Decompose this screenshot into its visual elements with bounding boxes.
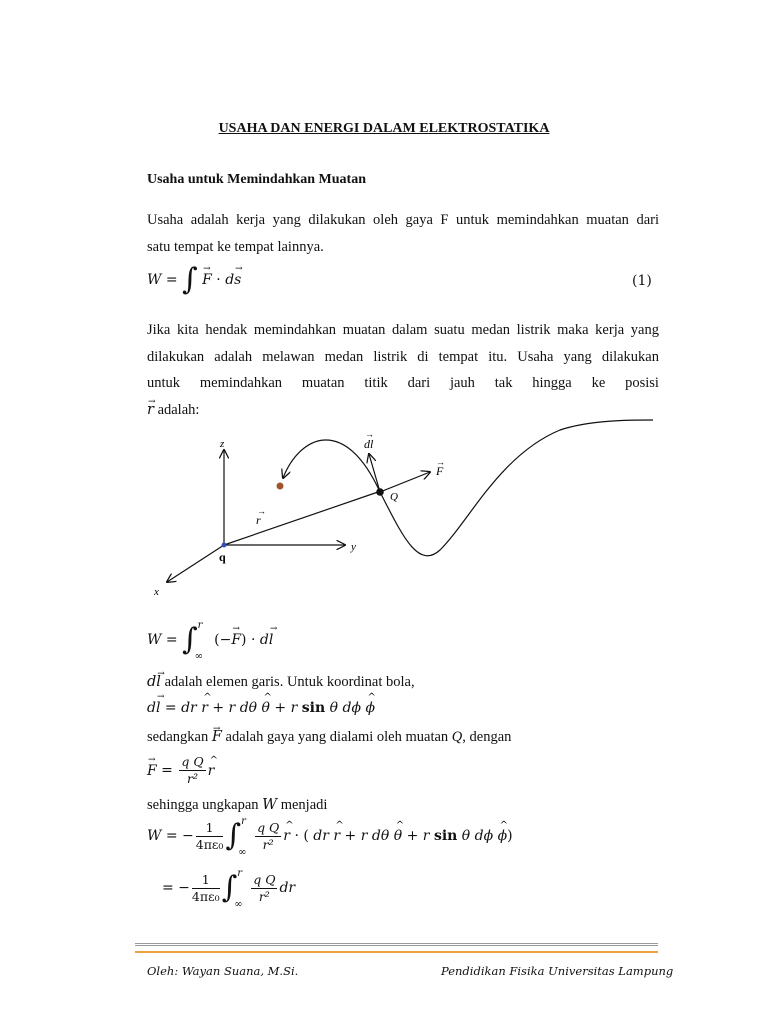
paragraph-definition	[147, 207, 659, 260]
integral-sign: ∫	[221, 870, 238, 905]
fraction-numerator: q Q	[253, 871, 276, 887]
charge-Q-dot	[376, 488, 384, 496]
fraction-denominator: 4πε₀	[195, 836, 224, 852]
equation-3: d→ l = dr ^ r + r dθ ^ θ + r sin θ dϕ ^ ϕ	[147, 700, 375, 716]
upper-limit: r	[197, 620, 203, 631]
word: hingga	[532, 375, 572, 391]
lower-limit: ∞	[238, 847, 247, 858]
word: dari	[407, 375, 431, 391]
eq1-lhs: W =	[147, 272, 183, 288]
eq1-integrand: → F	[202, 272, 212, 288]
word: jauh	[449, 375, 475, 391]
footer-institution: Pendidikan Fisika Universitas Lampung	[441, 964, 674, 978]
eq6-tail: dr	[279, 880, 296, 896]
paragraph-text: adalah:	[153, 401, 200, 418]
force-description-text: adalah gaya yang dialami oleh muatan	[221, 729, 452, 745]
force-symbol: → F	[212, 724, 222, 751]
footer-author: Oleh: Wayan Suana, M.Si.	[147, 964, 299, 978]
equation-2: W = ∫ r ∞ (−→ F) · d→ l	[147, 622, 273, 658]
r-vector	[224, 492, 378, 545]
section-heading: Usaha untuk Memindahkan Muatan	[147, 172, 367, 187]
word: ke	[591, 375, 606, 391]
dl-description-text: adalah elemen garis. Untuk koordinat bola,	[160, 674, 415, 690]
upper-limit: r	[237, 868, 242, 879]
x-axis	[167, 545, 224, 582]
force-description-text: , dengan	[462, 729, 512, 745]
integral-sign: ∫	[225, 818, 242, 853]
paragraph-line: satu tempat ke tempat lainnya.	[147, 238, 324, 255]
footer-accent-line	[135, 951, 658, 953]
fraction-denominator: r²	[186, 771, 198, 786]
origin-charge-q	[222, 543, 227, 548]
equation-5: W = − $\frac{1}{\text{4πε₀}}$ ∫ r ∞ $\frac{\text{q Q}}{\text{r²}}$ ^ r · ( dr ^ r + r dθ ^ θ + r sin θ dϕ ^ ϕ)	[147, 818, 513, 854]
fraction-numerator: q Q	[257, 819, 280, 835]
r-vector-label: r	[256, 513, 261, 527]
paragraph-line: dilakukan adalah melawan medan listrik di tempat itu. Usaha yang dilakukan	[147, 348, 659, 365]
paragraph-work	[147, 317, 659, 423]
r-vector-arrow-icon: →	[257, 506, 266, 516]
eq6-lhs: = −	[162, 880, 190, 896]
dl-description: d→ l adalah elemen garis. Untuk koordinat bola,	[147, 669, 659, 696]
W-description-text: menjadi	[277, 797, 328, 813]
W-description-text: sehingga ungkapan	[147, 797, 263, 813]
force-description-text: sedangkan	[147, 729, 212, 745]
eq2-lhs: W =	[147, 632, 183, 648]
upper-limit: r	[241, 816, 246, 827]
path-curve	[380, 420, 653, 556]
y-axis-label: y	[351, 541, 356, 553]
force-vector	[380, 472, 430, 492]
integral-sign: ∫	[182, 262, 198, 297]
footer-divider	[135, 943, 658, 946]
W-symbol: W	[262, 797, 278, 813]
word: memindahkan	[199, 375, 283, 391]
force-label: F	[436, 464, 444, 478]
word: tak	[494, 375, 513, 391]
paragraph-line: Usaha adalah kerja yang dilakukan oleh gaya F untuk memindahkan muatan dari	[147, 212, 659, 228]
W-description	[147, 792, 659, 819]
equation-6	[162, 868, 296, 910]
charge-Q-label: Q	[390, 491, 398, 503]
lower-limit: ∞	[234, 899, 243, 910]
work-diagram	[140, 410, 670, 605]
word: muatan	[301, 375, 345, 391]
fraction-denominator: r²	[258, 888, 270, 904]
charge-position-dot	[277, 483, 284, 490]
paragraph-line: Jika kita hendak memindahkan muatan dalam suatu medan listrik maka kerja yang	[147, 322, 659, 338]
equation-4: → F = $\frac{\text{q Q}}{\text{r²}}$ ^ r	[147, 754, 214, 787]
page-title: USAHA DAN ENERGI DALAM ELEKTROSTATIKA	[218, 121, 550, 136]
fraction-denominator: 4πε₀	[191, 888, 220, 904]
fraction-numerator: 1	[196, 820, 224, 837]
word: titik	[364, 375, 388, 391]
z-axis-label: z	[220, 438, 225, 450]
dl-arrow-icon: →	[365, 429, 374, 439]
integral-sign: ∫	[182, 622, 198, 657]
force-description	[147, 724, 659, 751]
r-vector-symbol: → r	[147, 397, 154, 424]
word: untuk	[147, 375, 181, 391]
charge-q-label: q	[219, 550, 226, 564]
charge-Q-symbol: Q	[451, 729, 463, 745]
word: posisi	[625, 375, 659, 391]
force-arrow-icon: →	[436, 457, 445, 467]
x-axis-label: x	[154, 586, 159, 598]
equation-1: W = ∫ → F · d→ s	[147, 266, 241, 294]
lower-limit: ∞	[194, 651, 204, 662]
dl-label: dl	[364, 437, 374, 451]
fraction-numerator: 1	[192, 872, 220, 889]
fraction-denominator: r²	[262, 836, 274, 852]
equation-number: (1)	[632, 273, 652, 289]
paragraph-line	[147, 370, 659, 397]
fraction-numerator: q Q	[181, 754, 204, 769]
